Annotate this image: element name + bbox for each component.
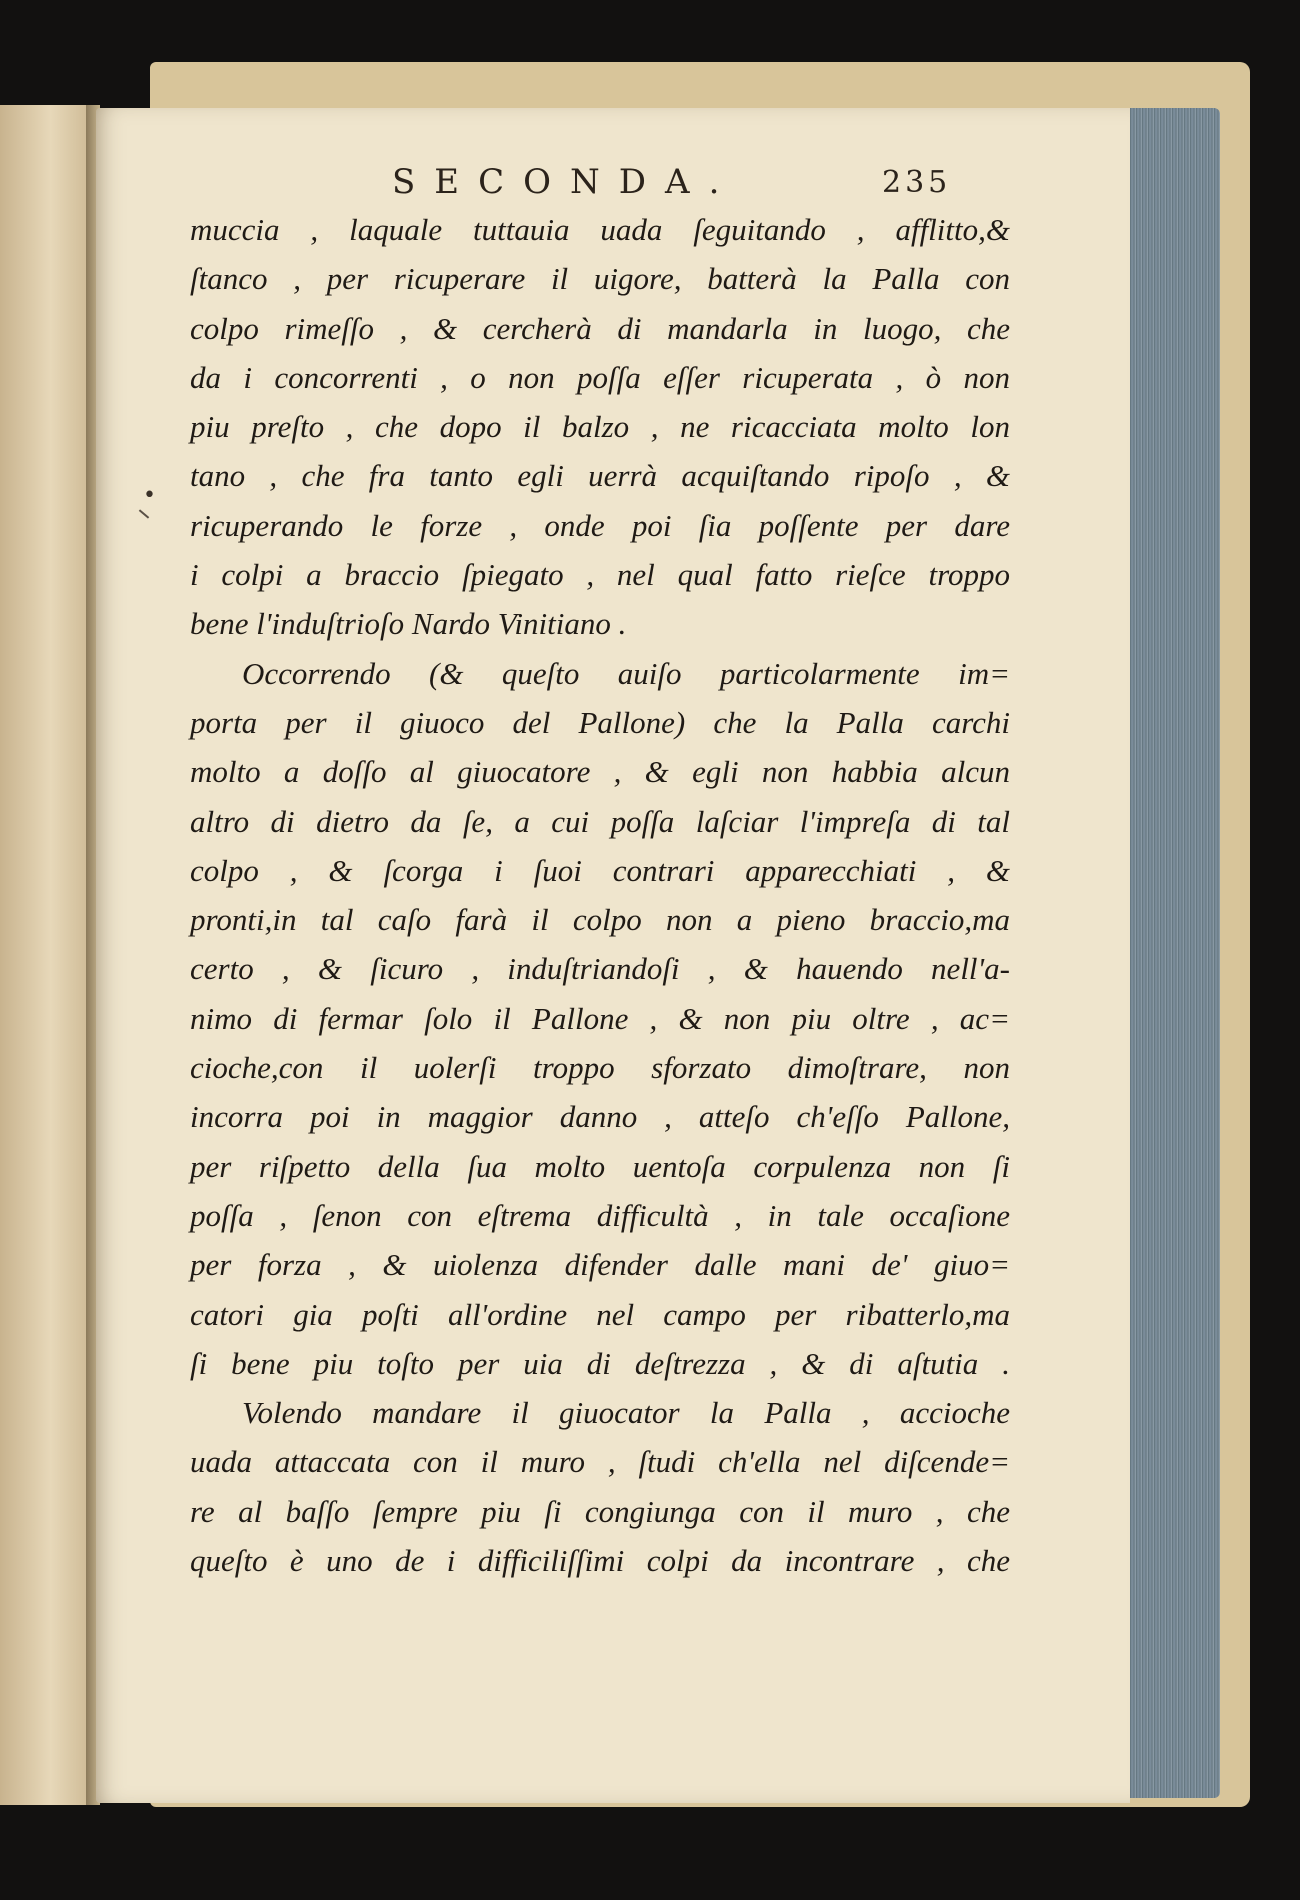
left-page-sliver — [0, 105, 92, 1805]
text-line: altro di dietro da ſe, a cui poſſa laſciar l'impreſa di tal — [190, 803, 1010, 839]
text-line: ſi bene piu toſto per uia di deſtrezza , & di aſtutia . — [190, 1345, 1010, 1381]
text-line: catori gia poſti all'ordine nel campo per ribatterlo,ma — [190, 1296, 1010, 1332]
text-line: ſtanco , per ricuperare il uigore, batterà la Palla con — [190, 261, 1010, 297]
text-line: colpo rimeſſo , & cercherà di mandarla in luogo, che — [190, 310, 1010, 346]
text-line: piu preſto , che dopo il balzo , ne ricacciata molto lon — [190, 409, 1010, 445]
body-text — [190, 205, 1010, 1585]
text-line: tano , che fra tanto egli uerrà acquiſtando ripoſo , & — [190, 458, 1010, 494]
paragraph-end-line: bene l'induſtrioſo Nardo Vinitiano . — [190, 606, 627, 642]
text-line: re al baſſo ſempre piu ſi congiunga con il muro , che — [190, 1493, 1010, 1529]
text-line: queſto è uno de i difficiliſſimi colpi da incontrare , che — [190, 1543, 1010, 1579]
text-line: porta per il giuoco del Pallone) che la Palla carchi — [190, 704, 1010, 740]
text-line: molto a doſſo al giuocatore , & egli non habbia alcun — [190, 754, 1010, 790]
text-line: pronti,in tal caſo farà il colpo non a pieno braccio,ma — [190, 902, 1010, 938]
text-line: certo , & ſicuro , induſtriandoſi , & hauendo nell'a- — [190, 951, 1010, 987]
text-line: cioche,con il uolerſi troppo sforzato dimoſtrare, non — [190, 1050, 1010, 1086]
page-number: 235 — [882, 165, 952, 200]
text-line: i colpi a braccio ſpiegato , nel qual fatto rieſce troppo — [190, 557, 1010, 593]
running-head: SECONDA. — [392, 162, 739, 202]
text-line: muccia , laquale tuttauia uada ſeguitando , afflitto,& — [190, 212, 1010, 247]
text-line: colpo , & ſcorga i ſuoi contrari apparecchiati , & — [190, 852, 1010, 888]
text-line: ricuperando le forze , onde poi ſia poſſente per dare — [190, 507, 1010, 543]
paragraph-start-line: Volendo mandare il giuocator la Palla , accioche — [242, 1395, 1010, 1431]
page-fore-edge — [1118, 108, 1220, 1798]
margin-dot-mark: • — [143, 483, 156, 508]
text-line: incorra poi in maggior danno , atteſo ch'eſſo Pallone, — [190, 1099, 1010, 1135]
text-line: per forza , & uiolenza difender dalle mani de' giuo= — [190, 1247, 1010, 1283]
text-line: nimo di fermar ſolo il Pallone , & non piu oltre , ac= — [190, 1000, 1010, 1036]
paragraph-start-line: Occorrendo (& queſto auiſo particolarmente im= — [242, 655, 1010, 691]
text-line: per riſpetto della ſua molto uentoſa corpulenza non ſi — [190, 1148, 1010, 1184]
text-line: poſſa , ſenon con eſtrema difficultà , in tale occaſione — [190, 1197, 1010, 1233]
text-line: da i concorrenti , o non poſſa eſſer ricuperata , ò non — [190, 359, 1010, 395]
text-line: uada attaccata con il muro , ſtudi ch'ella nel diſcende= — [190, 1444, 1010, 1480]
